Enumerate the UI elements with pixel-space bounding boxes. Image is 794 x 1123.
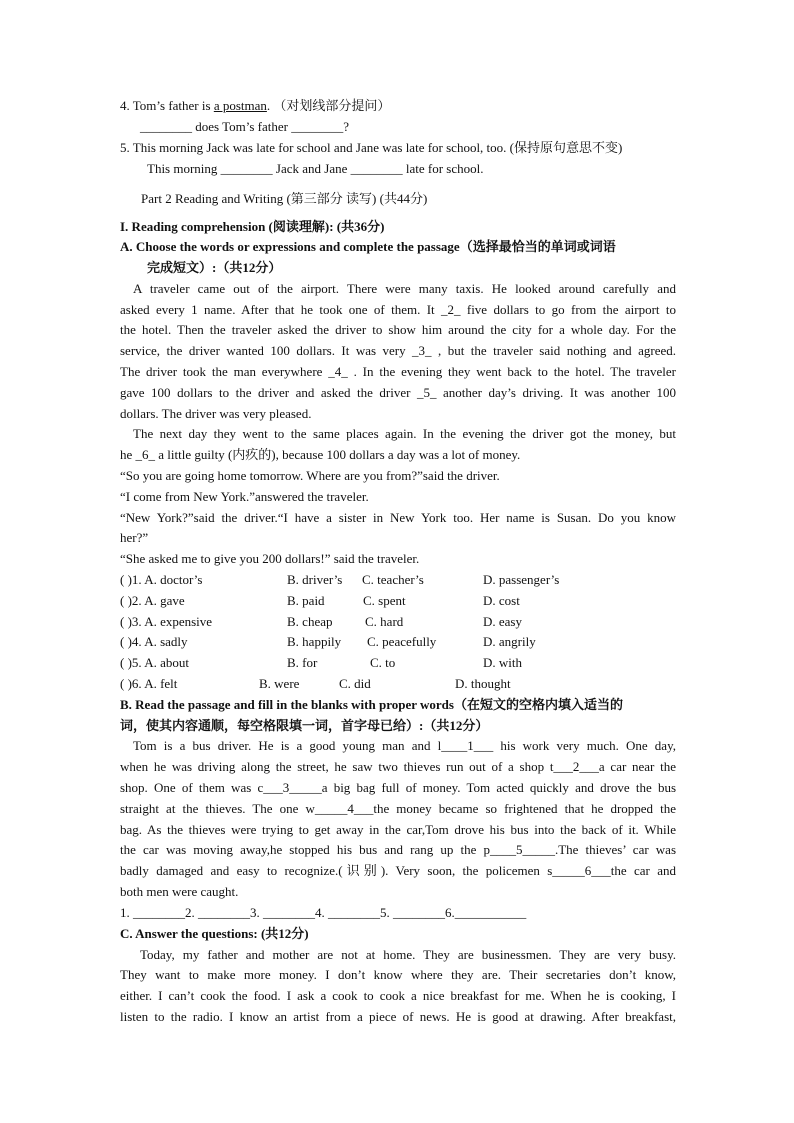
passage-B-line: badly damaged and easy to recognize.(识别). Very soon, the policemen s_____6___the car and xyxy=(120,863,676,878)
option-d: D. passenger’s xyxy=(483,572,560,587)
question-5: 5. This morning Jack was late for school and Jane was late for school, too. (保持原句意思不变) xyxy=(120,140,623,155)
option-row xyxy=(120,633,680,651)
section-A-title: A. Choose the words or expressions and complete the passage（选择最恰当的单词或词语 xyxy=(120,239,616,254)
option-question: ( )4. A. sadly xyxy=(120,634,188,649)
option-c: C. hard xyxy=(365,614,404,629)
passage-A-line: the hotel. Then the traveler asked the driver to show him around the city for a whole day. For the xyxy=(120,322,676,337)
passage-B-line: both men were caught. xyxy=(120,884,239,899)
question-4-instruction: . （对划线部分提问） xyxy=(266,98,391,113)
passage-A-line: service, the driver wanted 100 dollars. It was very _3_ , but the traveler said nothing and agreed. xyxy=(120,343,676,358)
option-d: D. thought xyxy=(455,676,511,691)
passage-A-line: gave 100 dollars to the driver and asked the driver _5_ another day’s driving. It was another 100 xyxy=(120,385,676,400)
option-row xyxy=(120,675,680,693)
option-row xyxy=(120,571,680,589)
option-b: B. were xyxy=(259,676,300,691)
passage-A-line: “New York?”said the driver.“I have a sister in New York too. Her name is Susan. Do you know xyxy=(120,510,676,525)
question-4-answer-line: ________ does Tom’s father ________? xyxy=(140,119,349,134)
option-question: ( )6. A. felt xyxy=(120,676,178,691)
option-b: B. happily xyxy=(287,634,342,649)
option-row xyxy=(120,654,680,672)
passage-B-line: bag. As the thieves were trying to get away in the car,Tom drove his bus into the back of it. While xyxy=(120,822,676,837)
option-d: D. angrily xyxy=(483,634,536,649)
option-question: ( )1. A. doctor’s xyxy=(120,572,203,587)
passage-C-line: either. I can’t cook the food. I ask a cook to cook a nice breakfast for me. When he is cooking, I xyxy=(120,988,676,1003)
passage-A-line: asked every 1 name. After that he took one of them. It _2_ five dollars to go from the airport to xyxy=(120,302,676,317)
passage-B-line: shop. One of them was c___3_____a big bag full of money. Tom acted quickly and drove the bus xyxy=(120,780,676,795)
option-b: B. paid xyxy=(287,593,325,608)
option-c: C. spent xyxy=(363,593,406,608)
passage-C-line: They want to make more money. I don’t know where they are. Their secretaries don’t know, xyxy=(120,967,676,982)
passage-A-line: her?” xyxy=(120,530,149,545)
passage-B-line: when he was driving along the street, he saw two thieves run out of a shop t___2___a car near the xyxy=(120,759,676,774)
question-4 xyxy=(120,97,390,115)
passage-A-line: “I come from New York.”answered the traveler. xyxy=(120,489,369,504)
passage-A-line: The next day they went to the same places again. In the evening the driver got the money, but xyxy=(133,426,676,441)
section-I-title: I. Reading comprehension (阅读理解): (共36分) xyxy=(120,219,385,234)
section-A-title-cont: 完成短文）:（共12分） xyxy=(147,260,282,275)
option-c: C. teacher’s xyxy=(362,572,424,587)
option-d: D. cost xyxy=(483,593,520,608)
passage-B-line: straight at the thieves. The one w_____4___the money became so frightened that he dropped the xyxy=(120,801,676,816)
section-C-title: C. Answer the questions: (共12分) xyxy=(120,926,309,941)
passage-B-line: the car was moving away,he stopped his bus and rang up the p____5_____.The thieves’ car was xyxy=(120,842,676,857)
option-d: D. with xyxy=(483,655,522,670)
part-2-heading: Part 2 Reading and Writing (第三部分 读写) (共44分) xyxy=(141,191,428,206)
passage-B-line: Tom is a bus driver. He is a good young man and l____1___ his work very much. One day, xyxy=(133,738,676,753)
option-question: ( )3. A. expensive xyxy=(120,614,213,629)
option-c: C. to xyxy=(370,655,396,670)
passage-A-line: he _6_ a little guilty (内疚的), because 100 dollars a day was a lot of money. xyxy=(120,447,521,462)
underlined-phrase: a postman xyxy=(213,98,267,113)
option-row xyxy=(120,592,680,610)
option-row xyxy=(120,613,680,631)
section-B-title: B. Read the passage and fill in the blanks with proper words（在短文的空格内填入适当的 xyxy=(120,697,623,712)
passage-A-line: The driver took the man everywhere _4_ . In the evening they went back to the hotel. The traveler xyxy=(120,364,676,379)
passage-A-line: dollars. The driver was very pleased. xyxy=(120,406,312,421)
passage-A-line: “She asked me to give you 200 dollars!” said the traveler. xyxy=(120,551,420,566)
option-d: D. easy xyxy=(483,614,522,629)
option-question: ( )5. A. about xyxy=(120,655,189,670)
section-B-title-cont: 词，使其内容通顺，每空格限填一词，首字母已给）:（共12分） xyxy=(120,718,489,733)
option-b: B. for xyxy=(287,655,318,670)
option-b: B. driver’s xyxy=(287,572,343,587)
question-5-answer-line: This morning ________ Jack and Jane ________ late for school. xyxy=(147,161,484,176)
section-B-answer-line: 1. ________2. ________3. ________4. ________5. ________6.___________ xyxy=(120,905,527,920)
question-4-text: 4. Tom’s father is xyxy=(120,98,214,113)
option-b: B. cheap xyxy=(287,614,333,629)
option-c: C. peacefully xyxy=(367,634,437,649)
passage-C-line: Today, my father and mother are not at home. They are businessmen. They are very busy. xyxy=(140,947,676,962)
passage-A-line: A traveler came out of the airport. There were many taxis. He looked around carefully and xyxy=(133,281,676,296)
option-question: ( )2. A. gave xyxy=(120,593,185,608)
option-c: C. did xyxy=(339,676,371,691)
passage-C-line: listen to the radio. I know an artist from a piece of news. He is good at drawing. After breakfast, xyxy=(120,1009,676,1024)
passage-A-line: “So you are going home tomorrow. Where are you from?”said the driver. xyxy=(120,468,500,483)
